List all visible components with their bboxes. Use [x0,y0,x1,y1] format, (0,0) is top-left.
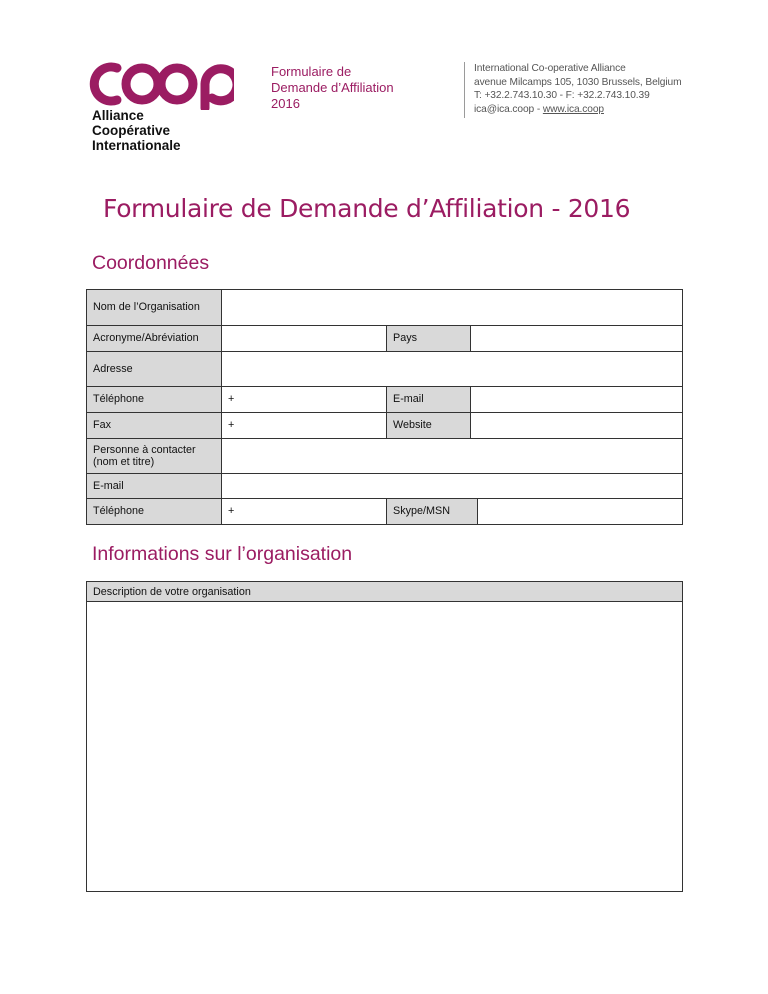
row-org-name [87,290,682,325]
skype-label: Skype/MSN [386,499,477,524]
address-label: Adresse [87,352,221,386]
section-title-info: Informations sur l’organisation [92,543,353,565]
contact-person-label: Personne à contacter (nom et titre) [87,439,221,473]
coop-logo-mark [84,60,234,110]
header-form-title: Formulaire de Demande d’Affiliation 2016 [271,64,394,111]
header-contact-block: International Co-operative Alliance avenue Milcamps 105, 1030 Brussels, Belgium T: +32.2.743.10.30 - F: +32.2.743.10.39 ica@ica.coop - www.ica.coop [474,63,682,115]
description-field[interactable] [87,602,682,891]
row-fax [87,412,682,438]
org-name-field[interactable] [221,290,682,325]
contact-website-link[interactable]: www.ica.coop [542,103,604,115]
contact-phone-fax: T: +32.2.743.10.30 - F: +32.2.743.10.39 [474,90,650,101]
country-label: Pays [386,326,470,351]
website-field[interactable] [470,413,682,438]
contact-address: avenue Milcamps 105, 1030 Brussels, Belgium [474,76,682,88]
phone-field[interactable]: + [221,387,386,412]
acronym-label: Acronyme/Abréviation [87,326,221,351]
fax-label: Fax [87,413,221,438]
phone-label: Téléphone [87,387,221,412]
skype-field[interactable] [477,499,682,524]
fax-field[interactable]: + [221,413,386,438]
country-field[interactable] [470,326,682,351]
website-label: Website [386,413,470,438]
section-title-contact: Coordonnées [92,252,210,274]
contact-person-field[interactable] [221,439,682,473]
header-divider [464,62,465,118]
contact-phone-label: Téléphone [87,499,221,524]
row-acronym [87,325,682,351]
contact-email-label: E-mail [87,474,221,498]
coop-logo [84,60,234,155]
contact-email-field[interactable] [221,474,682,498]
email-field[interactable] [470,387,682,412]
page-title: Formulaire de Demande d’Affiliation - 2016 [103,194,631,223]
contact-form-table [86,289,683,525]
acronym-field[interactable] [221,326,386,351]
row-contact-phone [87,498,682,524]
contact-email[interactable]: ica@ica.coop [474,103,535,115]
row-address [87,351,682,386]
row-contact-person [87,438,682,473]
description-box [86,581,683,892]
row-contact-email [87,473,682,498]
email-label: E-mail [386,387,470,412]
address-field[interactable] [221,352,682,386]
logo-org-name: Alliance Coopérative Internationale [92,108,181,153]
row-phone [87,386,682,412]
description-label: Description de votre organisation [87,582,682,602]
contact-phone-field[interactable]: + [221,499,386,524]
org-name-label: Nom de l’Organisation [87,290,221,325]
contact-org: International Co-operative Alliance [474,63,626,74]
